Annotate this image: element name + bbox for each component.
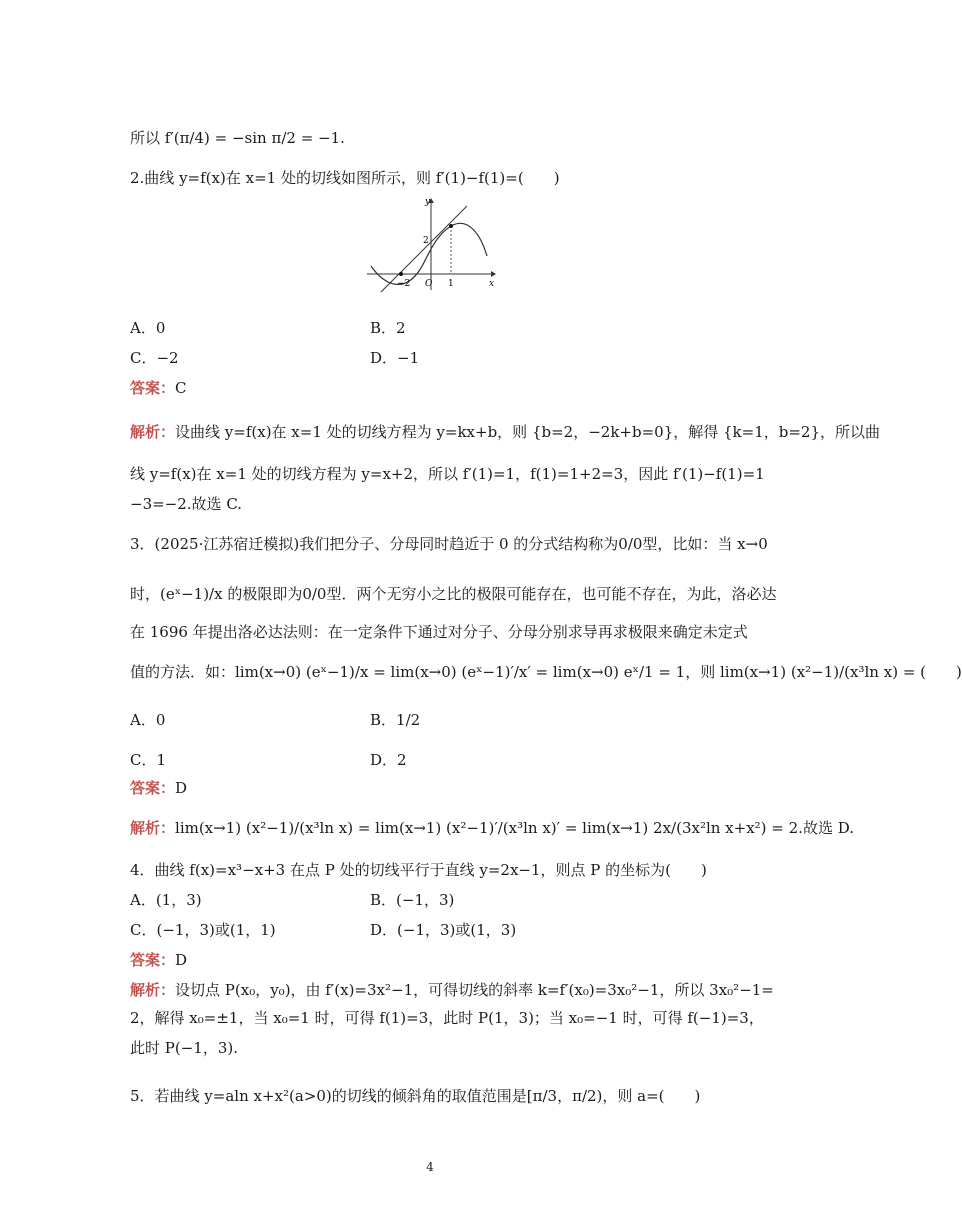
analysis-label: 解析： — [130, 819, 176, 837]
option-c: C．−2 — [130, 349, 179, 367]
question-4-stem: 4．曲线 f(x)=x³−x+3 在点 P 处的切线平行于直线 y=2x−1，则点 P 的坐标为( ) — [130, 861, 707, 879]
option-d: D．−1 — [370, 349, 420, 367]
x-axis-arrow — [491, 271, 496, 277]
origin-label: O — [425, 279, 433, 289]
option-c: C．(−1，3)或(1，1) — [130, 921, 276, 939]
analysis-line: 此时 P(−1，3). — [130, 1039, 238, 1057]
tangent-line-figure — [365, 196, 497, 292]
text-line: 时，(eˣ−1)/x 的极限即为0/0型．两个无穷小之比的极限可能存在，也可能不存在，为此，洛必达 — [130, 585, 777, 603]
answer-line — [130, 778, 187, 798]
label-one: 1 — [448, 279, 454, 289]
analysis-label: 解析： — [130, 423, 176, 441]
answer-line — [130, 378, 187, 398]
analysis-line — [130, 980, 774, 1000]
option-a: A．0 — [130, 711, 166, 729]
answer-value: D — [175, 951, 188, 969]
analysis-line: 线 y=f(x)在 x=1 处的切线方程为 y=x+2，所以 f′(1)=1，f(1)=1+2=3，因此 f′(1)−f(1)=1 — [130, 465, 765, 483]
tangent-line — [381, 206, 467, 292]
label-neg-two: −2 — [397, 279, 411, 289]
option-b: B．2 — [370, 319, 406, 337]
option-c: C．1 — [130, 751, 167, 769]
question-3-stem: 3．(2025·江苏宿迁模拟)我们把分子、分母同时趋近于 0 的分式结构称为0/0型，比如：当 x→0 — [130, 535, 768, 553]
answer-value: C — [175, 379, 187, 397]
text-line: 在 1696 年提出洛必达法则：在一定条件下通过对分子、分母分别求导再求极限来确定未定式 — [130, 623, 748, 641]
intercept-point — [399, 272, 403, 276]
text-line: 所以 f′(π/4) = −sin π/2 = −1. — [130, 129, 345, 147]
label-two: 2 — [423, 236, 429, 246]
curve — [371, 223, 487, 284]
option-a: A．0 — [130, 319, 166, 337]
option-d: D．2 — [370, 751, 407, 769]
answer-value: D — [175, 779, 188, 797]
analysis-label: 解析： — [130, 981, 176, 999]
answer-label: 答案： — [130, 779, 176, 797]
answer-label: 答案： — [130, 951, 176, 969]
text-line: 值的方法．如：lim(x→0) (eˣ−1)/x = lim(x→0) (eˣ−1)′/x′ = lim(x→0) eˣ/1 = 1，则 lim(x→1) (x²−1)/(x³ln x) = ( ) — [130, 663, 962, 681]
analysis-line: −3=−2.故选 C. — [130, 495, 243, 513]
page-number: 4 — [426, 1160, 434, 1174]
option-d: D．(−1，3)或(1，3) — [370, 921, 517, 939]
x-label: x — [489, 279, 495, 289]
question-5-stem: 5．若曲线 y=aln x+x²(a>0)的切线的倾斜角的取值范围是[π/3，π/2)，则 a=( ) — [130, 1087, 701, 1105]
analysis-text: lim(x→1) (x²−1)/(x³ln x) = lim(x→1) (x²−1)′/(x³ln x)′ = lim(x→1) 2x/(3x²ln x+x²) = 2.故选 D. — [175, 819, 854, 837]
option-b: B．(−1，3) — [370, 891, 455, 909]
analysis-line — [130, 422, 880, 442]
analysis-line: 2，解得 x₀=±1，当 x₀=1 时，可得 f(1)=3，此时 P(1，3)；当 x₀=−1 时，可得 f(−1)=3， — [130, 1009, 764, 1027]
option-b: B．1/2 — [370, 711, 421, 729]
y-label: y — [425, 197, 431, 207]
analysis-line — [130, 818, 854, 838]
answer-line — [130, 950, 187, 970]
option-a: A．(1，3) — [130, 891, 202, 909]
analysis-text: 设曲线 y=f(x)在 x=1 处的切线方程为 y=kx+b，则 {b=2，−2k+b=0}，解得 {k=1，b=2}，所以曲 — [175, 423, 881, 441]
tangent-point — [449, 224, 453, 228]
answer-label: 答案： — [130, 379, 176, 397]
analysis-text: 设切点 P(x₀，y₀)，由 f′(x)=3x²−1，可得切线的斜率 k=f′(x₀)=3x₀²−1，所以 3x₀²−1= — [175, 981, 774, 999]
question-2-stem: 2.曲线 y=f(x)在 x=1 处的切线如图所示，则 f′(1)−f(1)=( ) — [130, 169, 560, 187]
